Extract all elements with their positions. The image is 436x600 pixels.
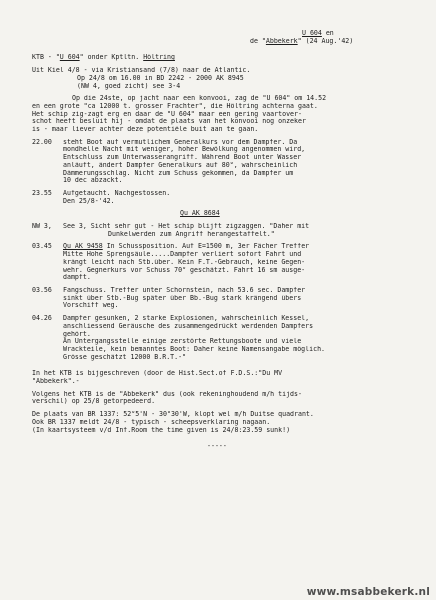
title-line-2: de "Abbekerk" (24 Aug.'42) — [250, 37, 354, 45]
paragraph-line: Op die 24ste, op jacht naar een konvooi, zag de "U 604" om 14.52 — [72, 95, 327, 103]
paragraph-line: is - maar liever achter deze potentiële buit aan te gaan. — [32, 126, 259, 134]
log-entry: 03.45 Qu AK 9458 In Schussposition. Auf E=1500 m, 3er Fächer Treffer Mitte Hohe Sprengsäule.....Dampfer verliert sofort Fahrt und krängt leicht nach Stb.über. Kein F.T.-Gebrauch, keine Gegen- wehr. Gegnerkurs vor Schuss 70° geschätzt. Fahrt 16 sm ausge- dampft. — [32, 243, 310, 282]
end-mark: ----- — [207, 443, 227, 451]
log-time: 04.26 — [32, 315, 52, 323]
title-suffix: en — [321, 30, 334, 37]
note-line: (In kaartsysteem v/d Inf.Room the time given is 24/8:23.59 sunk!) — [32, 426, 291, 434]
route-line: Op 24/8 om 16.00 in BD 2242 - 2000 AK 8945 — [77, 74, 244, 82]
log-time: 22.00 — [32, 138, 52, 146]
log-entry: NW 3, See 3, Sicht sehr gut - Het schip blijft zigzaggen. "Daher mit Dunkelwerden zum Angriff herangestaffelt." — [32, 223, 310, 238]
log-time: NW 3, — [32, 223, 52, 231]
log-time: 03.56 — [32, 286, 52, 294]
note-line: "Abbekerk".- — [32, 378, 80, 386]
title-ship: Abbekerk — [265, 37, 298, 45]
title-line-1 — [32, 30, 418, 38]
log-entry: 04.26 Dampfer gesunken, 2 starke Explosionen, wahrscheinlich Kessel, anschliessend Geräusche des zusammengedrückt werdenden Dampfers gehört. An Untergangsstelle einige zerstörte Rettungsboote und viele Wrackteile, kein bemanntes Boot: Daher keine Namensangabe möglich. Grösse geschätzt 12000 B.R.T.-" — [32, 315, 326, 361]
log-entry: 23.55 Aufgetaucht. Nachgestossen. Den 25/8-'42. — [32, 189, 171, 205]
ktb-line: KTB - "U 604" onder Kptltn. Höltring — [32, 54, 175, 62]
log-time: 23.55 — [32, 189, 52, 197]
quadrant-inline: Qu AK 9458 — [63, 243, 103, 251]
note-line: Volgens het KTB is de "Abbekerk" dus (ook rekeninghoudend m/h tijds- — [32, 390, 302, 398]
website-watermark: www.msabbekerk.nl — [306, 586, 430, 599]
route-line: Uit Kiel 4/8 - via Kristiansand (7/8) naar de Atlantic. — [32, 67, 251, 75]
commander-name: Höltring — [143, 54, 175, 62]
paragraph-line: Het schip zig-zagt erg en daar de "U 604" maar een gering vaartover- — [32, 110, 302, 118]
note-line: In het KTB is bijgeschreven (door de Hist.Sect.of F.D.S.:"Du MV — [32, 370, 283, 378]
route-line: (NW 4, goed zicht) see 3-4 — [77, 82, 181, 90]
log-entry: 03.56 Fangschuss. Treffer unter Schornstein, nach 53.6 sec. Dampfer sinkt über Stb.-Bug später über Bb.-Bug stark krängend übers Vorschiff weg. — [32, 286, 306, 310]
note-line: verschil) op 25/8 getorpedeerd. — [32, 398, 156, 406]
paragraph-line: en een grote "ca 12000 t. grosser Frachter", die Höltring achterna gaat. — [32, 102, 318, 110]
quadrant-heading: Qu AK 8684 — [180, 210, 220, 218]
log-time: 03.45 — [32, 243, 52, 251]
paragraph-line: schot heeft besluit hij - omdat de plaats van het konvooi nog onzeker — [32, 118, 306, 126]
note-line: De plaats van BR 1337: 52°5'N - 30°30'W, klopt wel m/h Duitse quadrant. — [32, 411, 314, 419]
note-line: Ook BR 1337 meldt 24/8 - typisch - scheepsverklaring nagaan. — [32, 418, 271, 426]
log-entry: 22.00 steht Boot auf vermutlichem Generalkurs vor dem Dampfer. Da mondhelle Nacht mit weniger, hoher Bewölkung angenommen wird, Entschluss zum Unterwasserangriff. Während Boot unter Wasser anläuft, ändert Dampfer Generalkurs auf 80°, wahrscheinlich Dämmerungsschlag. Nicht zum Schuss gekommen, da Dampfer um 10 dec abzackt. — [32, 138, 306, 185]
title-submarine: U 604 — [302, 30, 322, 37]
